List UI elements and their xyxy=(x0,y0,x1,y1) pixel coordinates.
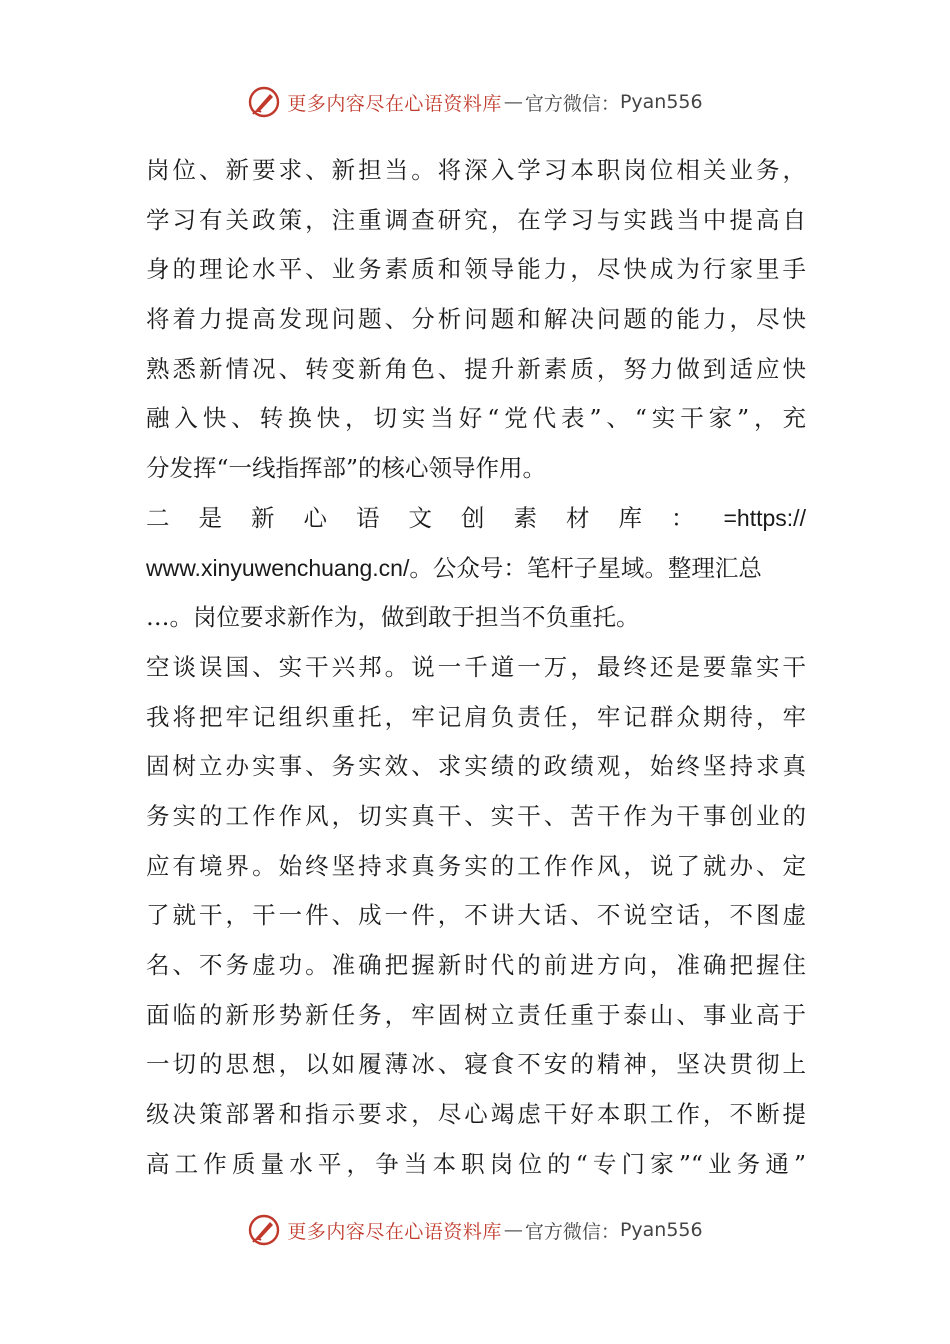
banner-separator: — xyxy=(503,1219,523,1241)
text-line: 固树立办实事、务实效、求实绩的政绩观，始终坚持求真 xyxy=(146,752,806,781)
text-line: 分发挥“一线指挥部”的核心领导作用。 xyxy=(146,454,547,483)
text-line: 熟悉新情况、转变新角色、提升新素质，努力做到适应快 xyxy=(146,354,806,383)
source-after-url: 。公众号：笔杆子星域。整理汇总 xyxy=(409,553,762,582)
text-line: …。岗位要求新作为，做到敢于担当不负重托。 xyxy=(146,603,640,632)
source-char: 是 xyxy=(198,503,222,532)
source-line xyxy=(146,494,806,544)
text-line: 名、不务虚功。准确把握新时代的前进方向，准确把握住 xyxy=(146,951,806,979)
text-line: 空谈误国、实干兴邦。说一千道一万，最终还是要靠实干 xyxy=(146,652,806,681)
source-char: 素 xyxy=(513,503,537,532)
header-watermark-banner xyxy=(0,82,950,122)
text-line: 将着力提高发现问题、分析问题和解决问题的能力，尽快 xyxy=(146,305,806,334)
banner-slogan: 更多内容尽在心语资料库 xyxy=(287,1220,502,1243)
source-char: 新 xyxy=(251,503,275,532)
banner-wechat-label: 官方微信： xyxy=(524,1220,620,1243)
text-line: 应有境界。始终坚持求真务实的工作作风，说了就办、定 xyxy=(146,851,806,880)
source-url-start: =https:// xyxy=(723,504,806,531)
text-line: 岗位、新要求、新担当。将深入学习本职岗位相关业务， xyxy=(146,156,806,184)
source-url: www.xinyuwenchuang.cn/ xyxy=(146,554,410,581)
footer-watermark-banner xyxy=(0,1210,950,1250)
banner-slogan: 更多内容尽在心语资料库 xyxy=(287,92,502,115)
text-line: 身的理论水平、业务素质和领导能力，尽快成为行家里手 xyxy=(146,255,806,284)
text-line: 了就干，干一件、成一件，不讲大话、不说空话，不图虚 xyxy=(146,901,806,930)
banner-wechat-label: 官方微信： xyxy=(524,92,620,115)
pen-seal-icon xyxy=(247,85,281,119)
source-char: ： xyxy=(671,503,695,532)
text-line: 务实的工作作风，切实真干、实干、苦干作为干事创业的 xyxy=(146,801,806,830)
text-line: 一切的思想，以如履薄冰、寝食不安的精神，坚决贯彻上 xyxy=(146,1050,806,1079)
source-char: 语 xyxy=(356,503,380,532)
document-body xyxy=(146,146,806,1189)
text-line: 我将把牢记组织重托，牢记肩负责任，牢记群众期待，牢 xyxy=(146,702,806,731)
text-line: 面临的新形势新任务，牢固树立责任重于泰山、事业高于 xyxy=(146,1000,806,1029)
text-line: 高工作质量水平，争当本职岗位的“专门家”“业务通” xyxy=(146,1149,806,1178)
source-url-line xyxy=(146,544,806,594)
banner-wechat-id: Pyan556 xyxy=(619,1219,703,1241)
pen-seal-icon xyxy=(247,1213,281,1247)
source-char: 材 xyxy=(566,503,590,532)
text-line: 融入快、转换快，切实当好“党代表”、“实干家”，充 xyxy=(146,404,806,433)
source-char: 文 xyxy=(408,503,432,532)
source-char: 创 xyxy=(461,503,485,532)
source-char: 二 xyxy=(146,503,170,532)
text-line: 学习有关政策，注重调查研究，在学习与实践当中提高自 xyxy=(146,205,806,234)
source-char: 库 xyxy=(618,503,642,532)
text-line: 级决策部署和指示要求，尽心竭虑干好本职工作，不断提 xyxy=(146,1100,806,1129)
banner-wechat-id: Pyan556 xyxy=(619,91,703,113)
banner-separator: — xyxy=(503,91,523,113)
source-char: 心 xyxy=(303,503,327,532)
